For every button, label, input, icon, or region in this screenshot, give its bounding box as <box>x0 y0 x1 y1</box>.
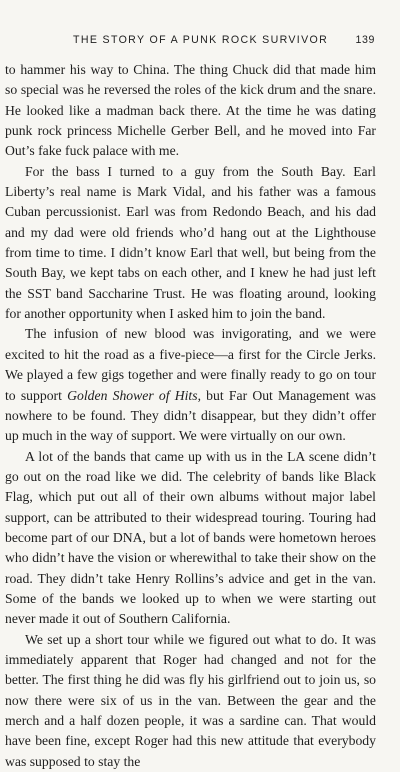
page-number: 139 <box>355 34 375 46</box>
paragraph <box>5 630 376 772</box>
paragraph-text: We set up a short tour while we figured out what to do. It was immediately apparent that Roger had changed and not for the better. The first thing he did was fly his girlfriend out to join us, so now there were six of us in the van. Between the gear and the merch and a half dozen people, it was a sardine can. That would have been fine, except Roger had this new attitude that everybody was supposed to stay the <box>5 631 376 769</box>
paragraph-text: to hammer his way to China. The thing Chuck did that made him so special was he reversed the roles of the kick drum and the snare. He looked like a madman back there. At the time he was dating punk rock princess Michelle Gerber Bell, and he moved into Far Out’s fake fuck palace with me. <box>5 62 376 159</box>
paragraph <box>5 162 376 325</box>
album-title: Golden Shower of Hits <box>67 387 198 403</box>
body-text <box>5 60 376 772</box>
paragraph <box>5 324 376 446</box>
paragraph <box>5 447 376 630</box>
paragraph-text: A lot of the bands that came up with us in the LA scene didn’t go out on the road like we did. The celebrity of bands like Black Flag, which put out all of their own albums without major label support, can be attributed to their widespread touring. Touring had become part of our DNA, but a lot of bands were hometown heroes who didn’t have the vision or wherewithal to take their show on the road. They didn’t take Henry Rollins’s advice and get in the van. Some of the bands we looked up to when we were starting out never made it out of Southern California. <box>5 448 376 627</box>
running-head <box>73 34 375 50</box>
paragraph-text: The infusion of new blood was invigorating, and we were excited to hit the road as a five-piece—a first for the Circle Jerks. We played a few gigs together and were finally ready to go on tour to support <box>5 326 376 403</box>
running-title: THE STORY OF A PUNK ROCK SURVIVOR <box>73 34 329 46</box>
paragraph-text: For the bass I turned to a guy from the South Bay. Earl Liberty’s real name is Mark Vidal, and his father was a famous Cuban percussionist. Earl was from Redondo Beach, and his dad and my dad were old friends who’d hang out at the Lighthouse from time to time. I didn’t know Earl that well, but being from the South Bay, we kept tabs on each other, and I knew he had just left the SST band Saccharine Trust. He was floating around, looking for another opportunity when I asked him to join the band. <box>5 163 376 322</box>
paragraph <box>5 60 376 162</box>
paragraph-text: , but Far Out Management was nowhere to be found. They didn’t disappear, but they didn’t offer up much in the way of support. We were virtually on our own. <box>5 387 376 444</box>
